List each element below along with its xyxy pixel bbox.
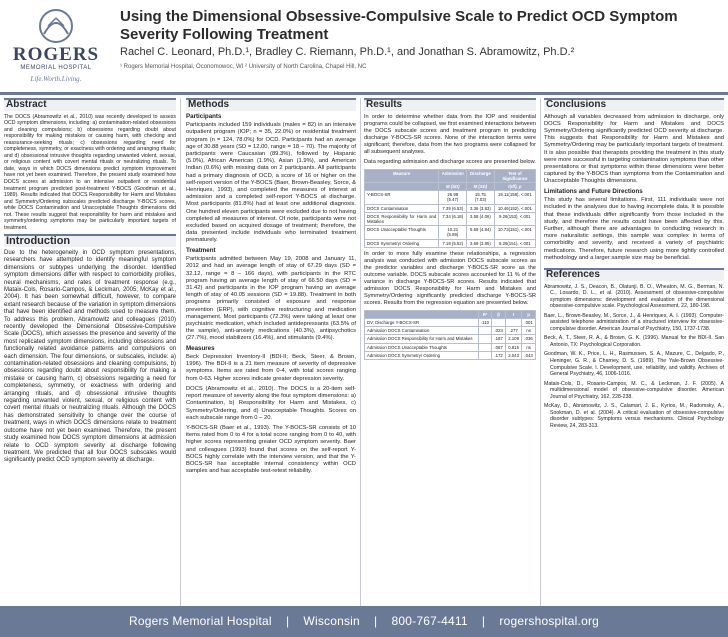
table-row <box>365 327 536 335</box>
column-4 <box>544 98 724 606</box>
table-row <box>365 351 536 359</box>
column-3 <box>364 98 536 606</box>
t2-cell: 2.109 <box>505 335 521 343</box>
footer-separator: | <box>285 614 290 628</box>
t2-header: β <box>492 310 506 318</box>
t1-cell: 7.39 (6.53) <box>439 204 467 212</box>
admission-discharge-table <box>364 169 536 248</box>
t2-cell <box>492 318 506 326</box>
t1-header: Discharge <box>467 169 495 182</box>
references-heading: References <box>544 268 724 281</box>
t2-cell <box>478 327 491 335</box>
t1-cell: 10.46(152), <.001 <box>494 204 535 212</box>
t1-cell: 9.26(153), <.001 <box>494 212 535 225</box>
introduction-heading: Introduction <box>4 234 176 247</box>
measures-heading: Measures <box>186 344 215 352</box>
treatment-text: Participants admitted between May 19, 2008 and January 11, 2012 and had an average length of stay of 67.29 days (SD = 32.12, range = 8 – 166 days), with participants in the RTC program having an average length of stay of 66.50 days (SD = 31.42) and participants in the IOP program having an average length of stay of 40.05 sessions (SD = 19.88). Treatment in both programs primarily consisted of exposure and response prevention (ERP), with cognitive restructuring and medication management. Most participants (72.3%) were taking at least one psychiatric medication, which included antidepressants (63.5% of the sample), anti-anxiety medications (40.3%), antipsychotics (27.7%), mood stabilizers (16.4%), and stimulants (9.4%). <box>186 256 356 342</box>
reference-item: Mataix-Cols, D., Rosario-Campos, M. C., & Leckman, J. F. (2005). A multidimensional model of obsessive-compulsive disorder. American Journal of Psychiatry, 162, 228-238. <box>544 380 724 400</box>
reference-item: Abramowitz, J. S., Deacon, B., Olatunji, B. O., Wheaton, M. G., Berman, N. C., Losardo, D. L., et al. (2010). Assessment of obsessive-compulsive symptom dimensions: development and evaluation of the dimensional obsessive-compulsive scale. Psychological Assessment, 22, 180-198. <box>544 283 724 310</box>
poster-title: Using the Dimensional Obsessive-Compulsive Scale to Predict OCD Symptom Severity Following Treatment <box>120 8 678 43</box>
t2-header: t <box>505 310 521 318</box>
poster-affiliations: ¹ Rogers Memorial Hospital, Oconomowoc, WI ² University of North Carolina, Chapel Hill, NC <box>120 64 367 70</box>
t1-cell: DOCS Responsibility for Harm and Mistakes <box>365 212 439 225</box>
t2-cell <box>478 351 491 359</box>
t1-header: Measure <box>365 169 439 182</box>
t1-cell: 10.21 (5.89) <box>439 226 467 239</box>
t2-cell: Admission DOCS Contamination <box>365 327 479 335</box>
t1-header: Test of Significance <box>494 169 535 182</box>
footer-separator: | <box>374 614 378 628</box>
measures-ybocs: Y-BOCS-SR (Baer et al., 1993). The Y-BOCS-SR consists of 10 items rated from 0 to 4 for a total score ranging from 0 to 40, with higher scores representing greater OCD symptom severity. Baer and colleagues (1993) found that scores on the self-report Y-BOCS highly correlate with the interview version, and that the Y-BOCS-SR has acceptable internal consistency within OCD samples and has acceptable test-retest reliability. <box>186 424 356 475</box>
t1-cell: Y-BOCS-SR <box>365 191 439 204</box>
results-p1: In order to determine whether data from the IOP and residential programs could be collapsed, we first examined interactions between the DOCS subscale scores and treatment program in predicting discharge Y-BOCS-SR scores. None of the interaction terms were significant; therefore, data from the two programs were collapsed for all subsequent analyses. <box>364 113 536 155</box>
participants-text: Participants included 159 individuals (males = 82) in an intensive outpatient program (IOP; n = 35, 22.0%) or residential treatment program (n = 124, 78.0%) for OCD. Participants had an average age of 30.88 years (SD = 12.00, range = 18 – 70). The majority of participants were Caucasian (89.3%), followed by Hispanic (5.0%), African American (1.9%), Asian (1.9%), and American Indian (0.6%) with missing data on 2 participants. All participants had a primary diagnosis of OCD, a score of 16 or higher on the self-report version of the Y-BOCS (Baer, Brown-Beasley, Sorce, & Henriques, 1993), and completed the measures of interest at admission and a completed self-report Y-BOCS at discharge. Most participants (81.8%) had at least one additional diagnosis. One hundred eleven participants were excluded due to not having completed all measures of interest. Of note, participants were not excluded based on acquired dosage of treatment; therefore, the data presented include individuals who terminated treatment prematurely. <box>186 122 356 244</box>
t2-cell: .067 <box>492 343 506 351</box>
t1-cell: DOCS Contamination <box>365 204 439 212</box>
column-divider-1 <box>180 98 181 606</box>
treatment-heading: Treatment <box>186 246 216 254</box>
reference-item: Beck, A. T., Steer, R. A., & Brown, G. K. (1996). Manual for the BDI-II. San Antonio, TX: Psychological Corporation. <box>544 335 724 348</box>
t2-cell: ns <box>522 327 536 335</box>
table-row <box>365 212 536 225</box>
table-row <box>365 191 536 204</box>
t2-cell: 2.043 <box>505 351 521 359</box>
t2-cell: Admission DOCS Unacceptable Thoughts <box>365 343 479 351</box>
reference-item: McKay, D., Abramowitz, J. S., Calamari, J. E., Kyrios, M., Radomsky, A., Sookman, D. et al. (2004). A critical evaluation of obsessive-compulsive disorder subtypes: Symptoms versus mechanisms. Clinical Psychology Review, 24, 283-313. <box>544 403 724 429</box>
t2-cell: ns <box>522 343 536 351</box>
column-divider-2 <box>360 98 361 606</box>
measures-docs: DOCS (Abramowitz et al., 2010). The DOCS is a 20-item self-report measure of severity along the four symptom dimensions: a) Contamination, b) Responsibility for Harm and Mistakes, c) Symmetry/Ordering, and d) Unacceptable Thoughts. Scores on each subscale range from 0 – 20. <box>186 385 356 421</box>
results-p2: Data regarding admission and discharge scores are presented below. <box>364 158 536 165</box>
t1-subheader: M (SD) <box>439 182 467 190</box>
footer-location: Wisconsin <box>303 614 360 628</box>
results-p3: In order to more fully examine these relationships, a regression analysis was conducted with admission DOCS subscale scores as the predictor variables and discharge Y-BOCS-SR score as the outcome variable. DOCS subscale scores accounted for 11 % of the variance in discharge Y-BOCS-SR scores. Results indicated that admission DOCS Responsibility for Harm and Mistakes and Symmetry/Ordering significantly predicted discharge Y-BOCS-SR scores. Results from the regression equation are presented below. <box>364 250 536 306</box>
column-divider-3 <box>540 98 541 606</box>
conclusions-text: Although all variables decreased from admission to discharge, only DOCS Responsibility for Harm and Mistakes and DOCS Symmetry/Ordering significantly predicted OCD severity at discharge. This suggests that Responsibility for Harm and Mistakes and Symmetry/Ordering may be particularly important targets of treatment. It is also possible that therapists providing the treatment in this study were more successful in targeting contamination symptoms than other presentations or that symptoms within these dimensions were better captured by the Y-BOCS than symptoms from the Contamination and Unacceptable Thoughts dimensions. <box>544 113 724 185</box>
t2-header: R² <box>478 310 491 318</box>
poster-header <box>0 0 728 92</box>
regression-table <box>364 310 536 360</box>
logo-sub: MEMORIAL HOSPITAL <box>20 65 92 71</box>
t1-cell: 19.11(158), <.001 <box>494 191 535 204</box>
abstract-heading: Abstract <box>4 98 176 111</box>
t1-cell: DOCS Symmetry/ Ordering <box>365 239 439 247</box>
t1-cell: 3.69 (3.85) <box>467 239 495 247</box>
t2-cell: .187 <box>492 335 506 343</box>
limitations-heading: Limitations and Future Directions <box>544 187 643 195</box>
limitations-text: This study has several limitations. First, 111 individuals were not included in the analyses due to having incomplete data. It is possible that these individuals differ significantly from those included in the study, and therefore the results could have been affected by this. Further, although there are advantages to conducting research in more naturalistic settings, this sample was complex in terms of comorbidity and severity, and received a variety of psychiatric medications. Therefore, future research using more tightly controlled methodology and a larger sample size may be beneficial. <box>544 197 724 261</box>
t2-cell: Admission DOCS Symmetry/ Ordering <box>365 351 479 359</box>
reference-item: Baer, L., Brown-Beasley, M., Sorce, J., & Henriques, A. I. (1993). Computer-assisted telephone administration of a structured interview for obsessive-compulsive disorder. American Journal of Psychiatry, 150, 1737-1738. <box>544 312 724 332</box>
introduction-text: Due to the heterogeneity in OCD symptom presentations, researchers have attempted to identify meaningful symptom dimensions or subtypes underlying the disorder. Identified symptom dimensions differ with respect to comorbidity profiles, neural mechanisms, and rates of treatment response (e.g., Mataix-Cols, Rosario-Campos, & Leckman, 2005; McKay et al., 2004). It has been somewhat difficult, however, to compare extant research because of the variation in symptom dimensions that have been identified and methods used to measure them. To address this problem, Abramowitz and colleagues (2010) recently developed the Dimensional Obsessive-Compulsive Scale (DOCS), which assesses the presence and severity of the most replicated symptom dimensions, including obsessions and functionally related avoidance patterns and compulsions on each dimension. The four dimensions, or subscales, include: a) contamination-related obsessions and cleaning compulsions, b) obsessions regarding doubt about responsibility for making a mistake or causing harm, c) obsessions regarding a need for completeness, symmetry, or exactness with ordering and arranging rituals, and d) obsessional intrusive thoughts regarding unwanted violent, sexual, or religious content with covert mental rituals or neutralizing rituals. Although the DOCS has demonstrated sensitivity to change over the course of treatment, ways in which DOCS dimensions relate to treatment outcome have not yet been examined. Therefore, the present study examined how DOCS symptom dimensions at admission relate to OCD symptom severity at discharge following treatment. We predicted that all four DOCS subscales would significantly predict OCD symptom severity at discharge. <box>4 249 176 464</box>
t2-cell: Admission DOCS Responsibility for Harm and Mistakes <box>365 335 479 343</box>
footer-separator: | <box>481 614 486 628</box>
t2-cell <box>478 335 491 343</box>
footer-line <box>0 614 728 628</box>
t2-cell <box>505 318 521 326</box>
table-row <box>365 343 536 351</box>
t1-cell: DOCS Unacceptable Thoughts <box>365 226 439 239</box>
table-row <box>365 335 536 343</box>
t2-cell: .172 <box>492 351 506 359</box>
results-heading: Results <box>364 98 536 111</box>
footer-hospital: Rogers Memorial Hospital <box>128 614 272 628</box>
column-1 <box>4 98 176 606</box>
footer-phone: 800-767-4411 <box>391 614 468 628</box>
logo-tagline: Life.Worth.Living. <box>30 75 82 83</box>
t1-cell: 7.18 (5.52) <box>439 239 467 247</box>
t1-subheader: M (SD) <box>467 182 495 190</box>
t1-cell: 15.75 (7.03) <box>467 191 495 204</box>
t2-cell: .001 <box>522 318 536 326</box>
t2-header <box>365 310 479 318</box>
rogers-logo <box>4 4 108 90</box>
abstract-text: The DOCS (Abramowitz et al., 2010) was recently developed to assess OCD symptom dimensions, including: a) contamination-related obsessions and cleaning compulsions; b) obsessions regarding doubt about responsibility for making mistakes or causing harm, with checking and reassurance-seeking rituals; c) obsessions regarding need for completeness, symmetry, or exactness with ordering and arranging rituals; and d) obsessional intrusive thoughts regarding unwanted violent, sexual, or religious content with covert mental rituals or neutralizing rituals. To date, ways in which DOCS dimensions predict symptom improvement have not yet been examined. Therefore, the present study examined how DOCS scores at admission to an intensive outpatient or residential treatment program predicted post-treatment Y-BOCS (Goodman et al., 1989). Results indicated that DOCS Responsibility for Harm and Mistakes and Symmetry/Ordering subscales predicted discharge Y-BOCS scores, while DOCS Contamination and Unacceptable Thoughts dimensions did not. These results suggest that responsibility for harm and mistakes and symmetry/ordering symptoms may be particularly important targets of treatment. <box>4 113 176 231</box>
t1-header: Admission <box>439 169 467 182</box>
footer-website-link[interactable]: rogershospital.org <box>499 614 600 628</box>
t1-subheader <box>365 182 439 190</box>
conclusions-heading: Conclusions <box>544 98 724 111</box>
reference-item: Goodman, W. K., Price, L. H., Rasmussen, S. A., Mazure, C., Delgado, P., Heninger, G. R., & Charney, D. S. (1989). The Yale-Brown Obsessive-Compulsive Scale. I. Development, use, reliability, and validity. Archives of General Psychiatry, 46, 1006-1016. <box>544 351 724 378</box>
t1-cell: 3.36 (3.83) <box>467 204 495 212</box>
table-row <box>365 239 536 247</box>
t2-cell: .043 <box>522 351 536 359</box>
t2-cell <box>478 343 491 351</box>
poster-footer <box>0 606 728 637</box>
t2-header: p <box>522 310 536 318</box>
participants-heading: Participants <box>186 112 222 120</box>
logo-name: ROGERS <box>12 44 100 65</box>
t2-cell: DV: Discharge Y-BOCS-SR <box>365 318 479 326</box>
poster-authors: Rachel C. Leonard, Ph.D.¹, Bradley C. Riemann, Ph.D.¹, and Jonathan S. Abramowitz, Ph.D.² <box>120 46 575 58</box>
t1-subheader: t(df), p <box>494 182 535 190</box>
column-2 <box>186 98 356 606</box>
methods-heading: Methods <box>186 98 356 111</box>
t2-cell: .036 <box>522 335 536 343</box>
table-row <box>365 318 536 326</box>
t1-cell: 3.58 (4.06) <box>467 212 495 225</box>
t2-cell: .110 <box>478 318 491 326</box>
header-rule <box>0 92 728 95</box>
t1-cell: 9.26(151), <.001 <box>494 239 535 247</box>
t1-cell: 10.73(151), <.001 <box>494 226 535 239</box>
t2-cell: 0.815 <box>505 343 521 351</box>
table-row <box>365 204 536 212</box>
t1-cell: 7.34 (6.18) <box>439 212 467 225</box>
t2-cell: .023 <box>492 327 506 335</box>
t1-cell: 26.98 (5.47) <box>439 191 467 204</box>
table-row <box>365 226 536 239</box>
measures-bdi: Beck Depression Inventory-II (BDI-II; Beck, Steer, & Brown, 1996). The BDI-II is a 21 item measure of severity of depressive symptoms. Items are rated from 0-4, with total scores ranging from 0-63. Higher scores indicate greater depression severity. <box>186 354 356 382</box>
t2-cell: .277 <box>505 327 521 335</box>
t1-cell: 5.59 (4.84) <box>467 226 495 239</box>
